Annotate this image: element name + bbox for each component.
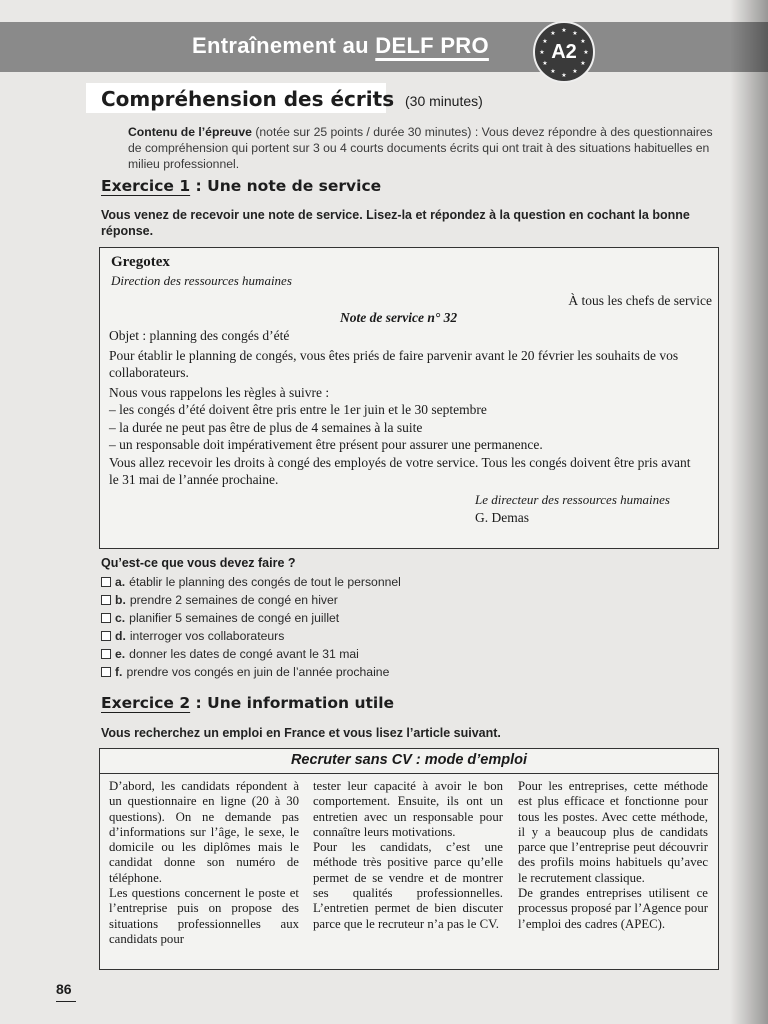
svg-text:★: ★ bbox=[583, 49, 589, 56]
memo-line: Objet : planning des congés d’été bbox=[109, 328, 290, 343]
checkbox-icon[interactable] bbox=[101, 631, 111, 641]
option-c[interactable] bbox=[101, 609, 401, 627]
option-letter: f. bbox=[115, 665, 123, 679]
option-b[interactable] bbox=[101, 591, 401, 609]
exercise1-title bbox=[101, 177, 381, 195]
option-d[interactable] bbox=[101, 627, 401, 645]
intro-lead: Contenu de l’épreuve bbox=[128, 125, 252, 139]
svg-text:★: ★ bbox=[561, 27, 567, 34]
option-letter: b. bbox=[115, 593, 126, 607]
article-divider bbox=[100, 773, 718, 774]
svg-text:★: ★ bbox=[542, 60, 548, 67]
option-f[interactable] bbox=[101, 663, 401, 681]
article-paragraph: D’abord, les candidats répondent à un questionnaire en ligne (20 à 30 questions). On ne demande pas d’informations sur l’âge, le sexe, le domicile ou les diplômes mais le candidat donne son numéro de téléphone. bbox=[109, 779, 299, 885]
section-duration: (30 minutes) bbox=[405, 93, 483, 109]
memo-line: – un responsable doit impérativement être présent pour assurer une permanence. bbox=[109, 437, 543, 452]
option-letter: a. bbox=[115, 575, 126, 589]
article-paragraph: De grandes entreprises utilisent ce processus proposé par l’Agence pour l’emploi des cadres (APEC). bbox=[518, 886, 708, 931]
checkbox-icon[interactable] bbox=[101, 649, 111, 659]
memo-box bbox=[99, 247, 719, 549]
exercise1-number: Exercice 1 bbox=[101, 177, 191, 195]
option-letter: e. bbox=[115, 647, 126, 661]
intro-paragraph bbox=[128, 124, 723, 172]
exercise2-number: Exercice 2 bbox=[101, 694, 191, 712]
memo-signer-title: Le directeur des ressources humaines bbox=[475, 492, 670, 507]
svg-text:★: ★ bbox=[561, 72, 567, 79]
article-box bbox=[99, 748, 719, 970]
page-number: 86 bbox=[56, 981, 72, 997]
options-list bbox=[101, 573, 401, 681]
intro-text: (notée sur 25 points / durée 30 minutes) : Vous devez répondre à des questionnaires de compréhension qui portent sur 3 ou 4 courts documents écrits qui ont trait à des situations habituelles en milieu professionnel. bbox=[128, 125, 713, 171]
memo-company: Gregotex bbox=[111, 254, 170, 270]
memo-recipient: À tous les chefs de service bbox=[568, 293, 712, 308]
exercise2-title-text: : Une information utile bbox=[190, 694, 395, 712]
exercise1-instruction: Vous venez de recevoir une note de service. Lisez-la et répondez à la question en cochant la bonne réponse. bbox=[101, 208, 690, 238]
svg-text:★: ★ bbox=[542, 38, 548, 45]
article-column-1 bbox=[109, 779, 299, 947]
page-edge-shadow bbox=[730, 0, 768, 1024]
memo-body bbox=[109, 327, 699, 491]
memo-line: – les congés d’été doivent être pris entre le 1er juin et le 30 septembre bbox=[109, 402, 487, 417]
header-title-highlight: DELF PRO bbox=[375, 33, 489, 58]
header-title-prefix: Entraînement au bbox=[192, 33, 376, 58]
svg-text:★: ★ bbox=[572, 30, 578, 37]
article-paragraph: Pour les candidats, c’est une méthode très positive parce qu’elle permet de se vendre et de montrer ses qualités professionnelles. L’entretien permet de bien discuter parce que le recruteur n’a pas le CV. bbox=[313, 840, 503, 931]
memo-line: Nous vous rappelons les règles à suivre : bbox=[109, 384, 330, 400]
header-title bbox=[192, 33, 489, 59]
memo-line: Vous allez recevoir les droits à congé des employés de votre service. Tous les congés doivent être pris avant le 31 mai de l’année prochaine. bbox=[109, 454, 691, 487]
svg-text:★: ★ bbox=[539, 49, 545, 56]
checkbox-icon[interactable] bbox=[101, 667, 111, 677]
level-label: A2 bbox=[551, 40, 577, 63]
memo-line: Pour établir le planning de congés, vous êtes priés de faire parvenir avant le 20 février les souhaits de vos collaborateurs. bbox=[109, 347, 679, 380]
option-text: prendre vos congés en juin de l’année prochaine bbox=[126, 665, 390, 679]
option-text: interroger vos collaborateurs bbox=[129, 629, 285, 643]
svg-text:★: ★ bbox=[580, 60, 586, 67]
option-text: établir le planning des congés de tout le personnel bbox=[129, 575, 401, 589]
svg-text:★: ★ bbox=[580, 38, 586, 45]
exercise1-question: Qu’est-ce que vous devez faire ? bbox=[101, 556, 296, 570]
option-a[interactable] bbox=[101, 573, 401, 591]
option-e[interactable] bbox=[101, 645, 401, 663]
article-title: Recruter sans CV : mode d’emploi bbox=[290, 752, 528, 768]
article-paragraph: tester leur capacité à avoir le bon comportement. Ensuite, ils ont un entretien avec un responsable pour connaître leurs motivations. bbox=[313, 779, 503, 839]
checkbox-icon[interactable] bbox=[101, 613, 111, 623]
svg-text:★: ★ bbox=[550, 68, 556, 75]
memo-signer-name: G. Demas bbox=[475, 510, 529, 525]
level-badge bbox=[533, 21, 595, 83]
svg-text:★: ★ bbox=[550, 30, 556, 37]
exercise2-title bbox=[101, 694, 394, 712]
memo-title: Note de service n° 32 bbox=[340, 310, 458, 325]
option-letter: c. bbox=[115, 611, 126, 625]
memo-department: Direction des ressources humaines bbox=[111, 273, 292, 288]
memo-line: – la durée ne peut pas être de plus de 4 semaines à la suite bbox=[109, 419, 423, 435]
article-column-2 bbox=[313, 779, 503, 932]
option-letter: d. bbox=[115, 629, 126, 643]
article-column-3 bbox=[518, 779, 708, 932]
exercise1-title-text: : Une note de service bbox=[190, 177, 382, 195]
checkbox-icon[interactable] bbox=[101, 577, 111, 587]
article-paragraph: Pour les entreprises, cette méthode est plus efficace et fonctionne pour tous les postes. Avec cette méthode, il y a beaucoup plus de candidats parce que l’entreprise peut découvrir des profils moins habituels qu’avec le recrutement classique. bbox=[518, 779, 708, 885]
article-paragraph: Les questions concernent le poste et l’entreprise puis on propose des situations professionnelles aux candidats pour bbox=[109, 886, 299, 946]
checkbox-icon[interactable] bbox=[101, 595, 111, 605]
option-text: planifier 5 semaines de congé en juillet bbox=[129, 611, 340, 625]
section-title: Compréhension des écrits bbox=[101, 87, 395, 111]
option-text: prendre 2 semaines de congé en hiver bbox=[129, 593, 338, 607]
svg-text:★: ★ bbox=[572, 68, 578, 75]
exercise2-instruction: Vous recherchez un emploi en France et vous lisez l’article suivant. bbox=[101, 726, 501, 740]
option-text: donner les dates de congé avant le 31 mai bbox=[129, 647, 359, 661]
